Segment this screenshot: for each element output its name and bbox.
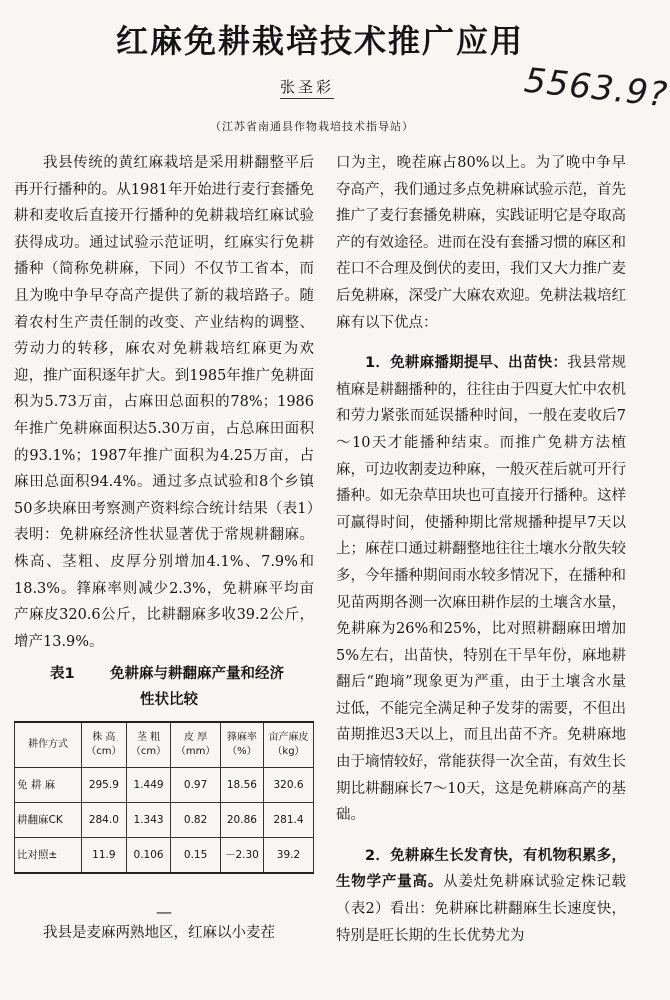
row-label: 免 耕 麻 [15,768,82,803]
table-row [15,838,314,874]
table-cell: 281.4 [264,803,314,838]
table-row [15,803,314,838]
table-cell: 11.9 [82,838,127,874]
col-header-rate: 箨麻率 （%） [220,722,263,768]
table-cell: 0.82 [171,803,220,838]
table-cell: 295.9 [82,768,127,803]
section-1 [336,350,626,829]
section-2-heading: 2．免耕麻生长发育快，有机物积累多，生物学产量高。 [336,847,626,891]
section-2 [336,843,626,949]
col-header-method: 耕作方式 [15,722,82,768]
table1-number: 表1 [50,666,75,683]
table-cell: 18.56 [220,768,263,803]
table1 [14,721,314,874]
right-column [336,150,626,949]
left-bottom-paragraph: 我县是麦麻两熟地区，红麻以小麦茬 [43,925,275,942]
intro-paragraph: 我县传统的黄红麻栽培是采用耕翻整平后再开行播种的。从1981年开始进行麦行套播免耕和麦收后直接开行播种的免耕栽培红麻试验获得成功。通过试验示范证明，红麻实行免耕播种（简称免耕麻，下同）不仅节工省本，而且为晚中争早夺高产提供了新的栽培路子。随着农村生产责任制的改变、产业结构的调整、劳动力的转移，麻农对免耕栽培红麻更为欢迎，推广面积逐年扩大。到1985年推广免耕面积为5.73万亩，占麻田总面积的78%；1986年推广免耕麻面积达5.30万亩，占总麻田面积的93.1%；1987年推广面积为4.25万亩，占麻田总面积94.4%。通过多点试验和8个乡镇50多块麻田考察测产资料综合统计结果（表1）表明：免耕麻经济性状显著优于常规耕翻麻。株高、茎粗、皮厚分别增加4.1%、7.9%和18.3%。箨麻率则减少2.3%，免耕麻平均亩产麻皮320.6公斤，比耕翻麻多收39.2公斤，增产13.9%。 [14,155,314,650]
author-name: 张圣彩 [280,76,334,99]
col-header-height: 株 高 （cm） [82,722,127,768]
author-affiliation: （江苏省南通县作物栽培技术指导站） [210,120,414,133]
table-cell: 39.2 [264,838,314,874]
table-cell: 1.343 [126,803,171,838]
table-cell: 1.449 [126,768,171,803]
left-column [14,150,314,947]
table-cell: 320.6 [264,768,314,803]
table1-header-row [15,722,314,768]
table-cell: －2.30 [220,838,263,874]
row-label: 比对照± [15,838,82,874]
table-cell: 0.97 [171,768,220,803]
table-cell: 0.15 [171,838,220,874]
col-header-yield: 亩产麻皮 （kg） [264,722,314,768]
table-cell: 284.0 [82,803,127,838]
handwritten-note: 5563.9? [522,60,670,116]
table1-caption-line1: 免耕麻与耕翻麻产量和经济 [110,666,284,683]
section-2-body: 从姜灶免耕麻试验定株记载（表2）看出：免耕麻比耕翻麻生长速度快，特别是旺长期的生长优势尤为 [336,874,627,944]
col-header-stem: 茎 粗 （cm） [126,722,171,768]
table-row [15,768,314,803]
table-cell: 20.86 [220,803,263,838]
section-divider: — [156,902,172,922]
table1-caption [14,661,314,713]
row-label: 耕翻麻CK [15,803,82,838]
table-cell: 0.106 [126,838,171,874]
table1-caption-line2: 性状比较 [140,692,198,709]
article-title: 红麻免耕栽培技术推广应用 [115,22,524,60]
col-header-bark: 皮 厚 （mm） [171,722,220,768]
section-1-body: 我县常规植麻是耕翻播种的，往往由于四夏大忙中农机和劳力紧张而延误播种时间，一般在麦收后7～10天才能播种结束。而推广免耕方法植麻，可边收割麦边种麻，一般灭茬后就可开行播种。如无杂草田块也可直接开行播种。这样可赢得时间，使播种期比常规播种提早7天以上；麻茬口通过耕翻整地往往土壤水分散失较多，今年播种期间雨水较多情况下，在播种和见苗两期各测一次麻田耕作层的土壤含水量，免耕麻为26%和25%，比对照耕翻麻田增加5%左右，出苗快，特别在干旱年份，麻地耕翻后“跑墒”现象更为严重，由于土壤含水量过低，不能完全满足种子发芽的需要，不但出苗期推迟3天以上，而且出苗不齐。免耕麻地由于墒情较好，常能获得一次全苗，有效生长期比耕翻麻长7～10天，这是免耕麻高产的基础。 [336,355,626,824]
continued-paragraph: 口为主，晚茬麻占80%以上。为了晚中争早夺高产，我们通过多点免耕麻试验示范，首先推广了麦行套播免耕麻，实践证明它是夺取高产的有效途径。进而在没有套播习惯的麻区和茬口不合理及倒伏的麦田，我们又大力推广麦后免耕麻，深受广大麻农欢迎。免耕法栽培红麻有以下优点： [336,155,626,331]
section-1-heading: 1．免耕麻播期提早、出苗快： [365,355,568,372]
